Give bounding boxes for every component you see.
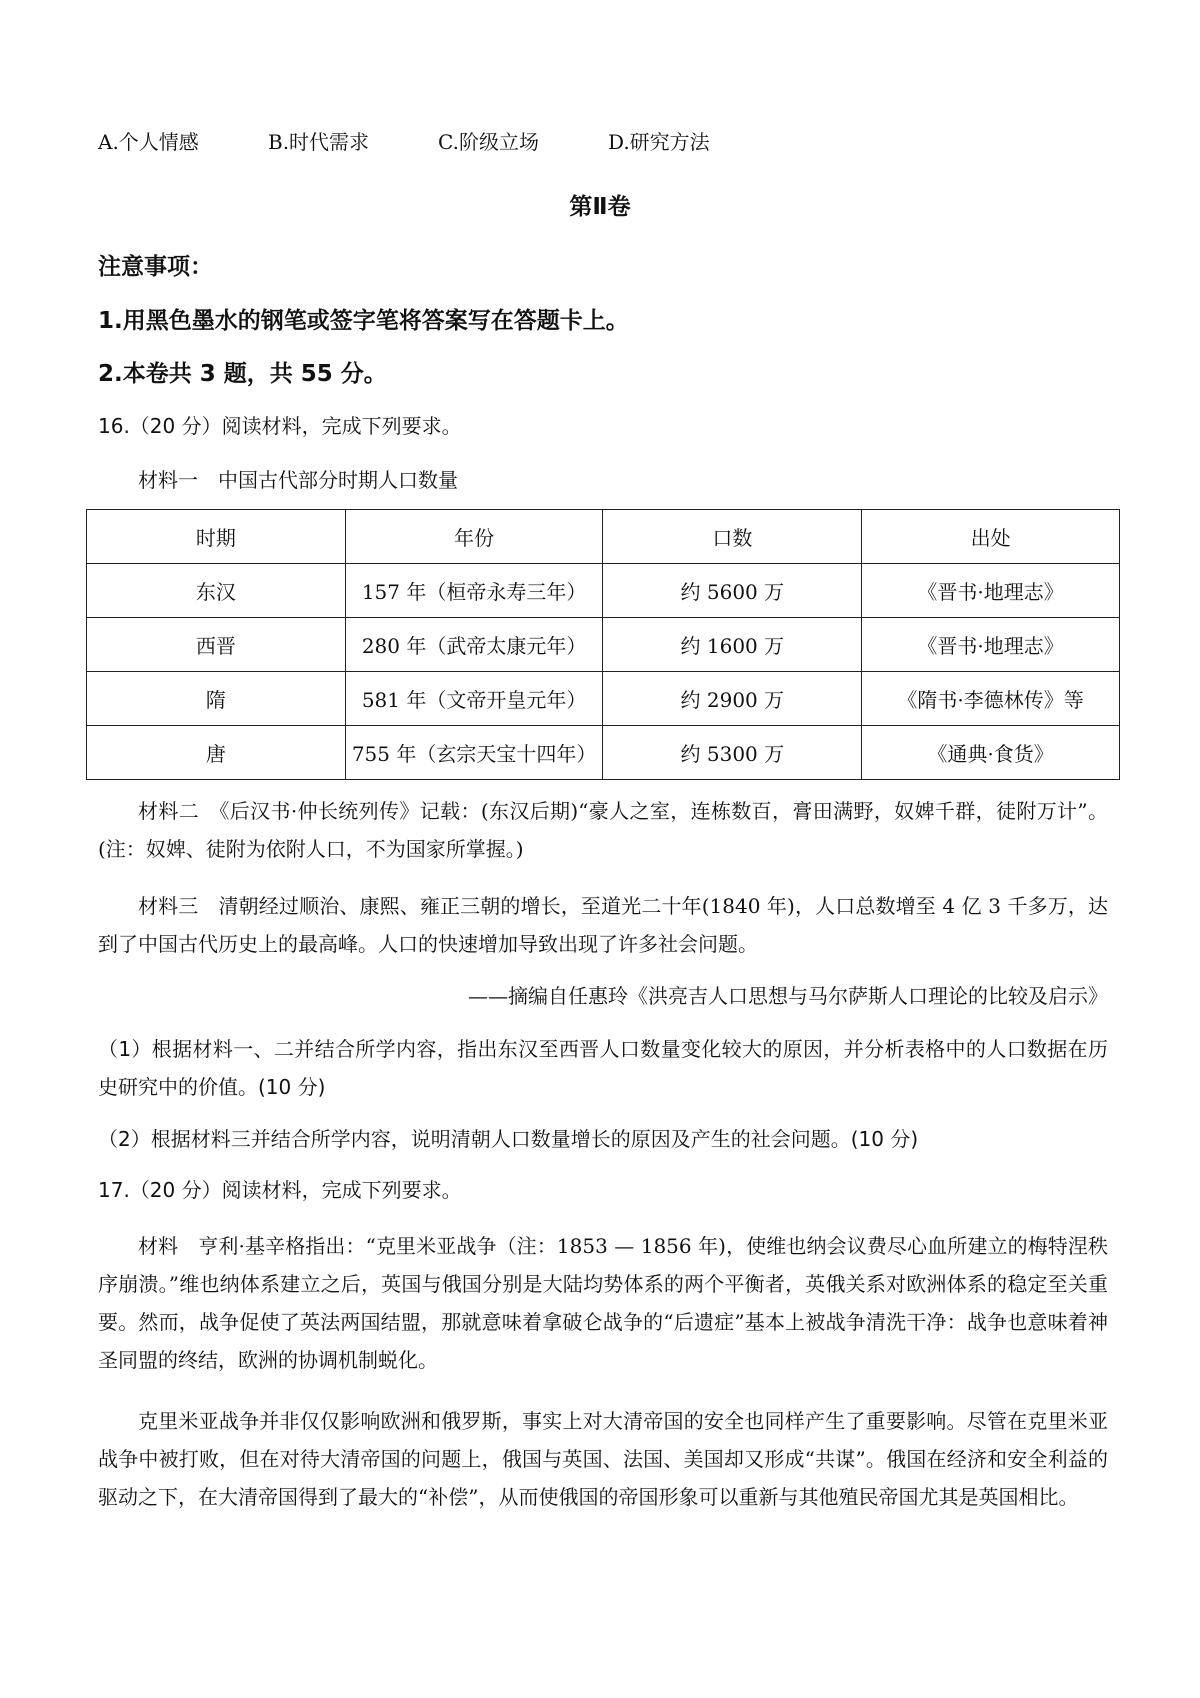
table-header-cell: 年份 [345, 510, 603, 564]
option-c: C.阶级立场 [438, 130, 539, 154]
table-row [87, 564, 1120, 618]
table-cell: 约 2900 万 [603, 672, 862, 726]
notice-item-1: 1.用黑色墨水的钢笔或签字笔将答案写在答题卡上。 [98, 308, 629, 334]
material3-source: ——摘编自任惠玲《洪亮吉人口思想与马尔萨斯人口理论的比较及启示》 [468, 984, 1108, 1008]
table-header-cell: 出处 [862, 510, 1120, 564]
table-cell: 约 5600 万 [603, 564, 862, 618]
q16-sub1: （1）根据材料一、二并结合所学内容，指出东汉至西晋人口数量变化较大的原因，并分析表格中的人口数据在历史研究中的价值。(10 分) [98, 1037, 1108, 1099]
notice-item-2: 2.本卷共 3 题，共 55 分。 [98, 361, 387, 387]
table-cell: 西晋 [87, 618, 346, 672]
table-cell: 约 1600 万 [603, 618, 862, 672]
option-b: B.时代需求 [268, 130, 370, 154]
q16-sub2: （2）根据材料三并结合所学内容，说明清朝人口数量增长的原因及产生的社会问题。(10 分) [98, 1127, 919, 1151]
table-cell: 《隋书·李德林传》等 [862, 672, 1120, 726]
table-cell: 280 年（武帝太康元年） [345, 618, 603, 672]
table-cell: 东汉 [87, 564, 346, 618]
table-header-cell: 时期 [87, 510, 346, 564]
table-cell: 隋 [87, 672, 346, 726]
table-cell: 唐 [87, 726, 346, 780]
table-cell: 《通典·食货》 [862, 726, 1120, 780]
table-header-row [87, 510, 1120, 564]
material1-caption: 材料一 中国古代部分时期人口数量 [138, 468, 458, 492]
table-cell: 755 年（玄宗天宝十四年） [345, 726, 603, 780]
q16-stem: 16.（20 分）阅读材料，完成下列要求。 [98, 414, 462, 438]
notice-heading: 注意事项： [98, 254, 213, 280]
q17-material-para1: 材料 亨利·基辛格指出：“克里米亚战争（注：1853 — 1856 年)，使维也纳会议费尽心血所建立的梅特涅秩序崩溃。”维也纳体系建立之后，英国与俄国分别是大陆均势体系的两个平衡者，英俄关系对欧洲体系的稳定至关重要。然而，战争促使了英法两国结盟，那就意味着拿破仑战争的“后遗症”基本上被战争清洗干净：战争也意味着神圣同盟的终结，欧洲的协调机制蜕化。 [98, 1234, 1108, 1372]
option-a: A.个人情感 [98, 130, 199, 154]
table-cell: 《晋书·地理志》 [862, 618, 1120, 672]
table-cell: 157 年（桓帝永寿三年） [345, 564, 603, 618]
table-cell: 《晋书·地理志》 [862, 564, 1120, 618]
material2: 材料二 《后汉书·仲长统列传》记载：(东汉后期)“豪人之室，连栋数百，膏田满野，奴婢千群，徒附万计”。(注：奴婢、徒附为依附人口，不为国家所掌握。) [98, 799, 1108, 861]
table-header-cell: 口数 [603, 510, 862, 564]
table-cell: 约 5300 万 [603, 726, 862, 780]
material3: 材料三 清朝经过顺治、康熙、雍正三朝的增长，至道光二十年(1840 年)，人口总数增至 4 亿 3 千多万，达到了中国古代历史上的最高峰。人口的快速增加导致出现了许多社会问题。 [98, 894, 1108, 956]
q17-material-para2: 克里米亚战争并非仅仅影响欧洲和俄罗斯，事实上对大清帝国的安全也同样产生了重要影响。尽管在克里米亚战争中被打败，但在对待大清帝国的问题上，俄国与英国、法国、美国却又形成“共谋”。俄国在经济和安全利益的驱动之下，在大清帝国得到了最大的“补偿”，从而使俄国的帝国形象可以重新与其他殖民帝国尤其是英国相比。 [98, 1409, 1108, 1509]
section-title: 第Ⅱ卷 [569, 194, 631, 220]
option-d: D.研究方法 [608, 130, 710, 154]
table-row [87, 672, 1120, 726]
table-row [87, 618, 1120, 672]
q17-stem: 17.（20 分）阅读材料，完成下列要求。 [98, 1178, 462, 1202]
population-table [86, 509, 1120, 780]
table-cell: 581 年（文帝开皇元年） [345, 672, 603, 726]
table-row [87, 726, 1120, 780]
